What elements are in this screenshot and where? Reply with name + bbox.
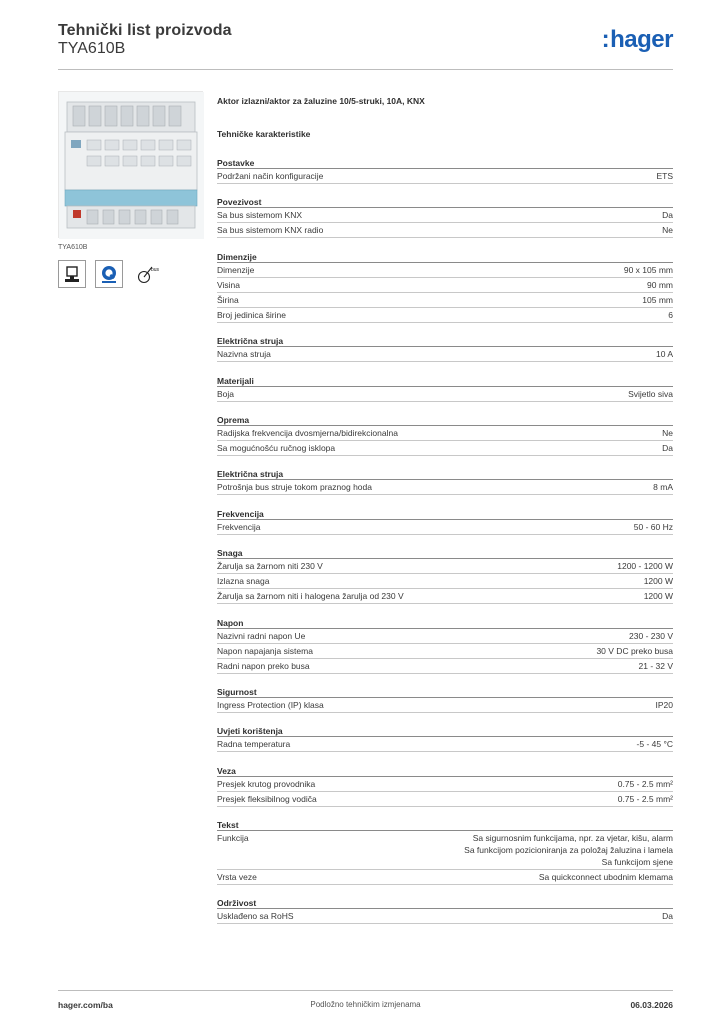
spec-value: Svijetlo siva (628, 388, 673, 399)
spec-label: Boja (217, 388, 235, 399)
spec-row (217, 278, 673, 293)
spec-row (217, 792, 673, 807)
spec-group (217, 508, 673, 535)
knx-device-icon (58, 260, 86, 288)
spec-row (217, 870, 673, 885)
product-description: Aktor izlazni/aktor za žaluzine 10/5-struki, 10A, KNX (217, 96, 425, 106)
spec-value: 1200 - 1200 W (617, 561, 673, 572)
spec-label: Funkcija (217, 833, 249, 844)
spec-row (217, 263, 673, 278)
spec-group-title: Postavke (217, 157, 673, 169)
spec-label: Vrsta veze (217, 871, 257, 882)
spec-group (217, 375, 673, 402)
website-link[interactable]: hager.com/ba (58, 1000, 113, 1010)
spec-value: 90 x 105 mm (623, 264, 673, 275)
spec-value: 50 - 60 Hz (633, 521, 673, 532)
spec-row (217, 559, 673, 574)
spec-group-title: Napon (217, 617, 673, 629)
spec-group (217, 686, 673, 713)
spec-value: 1200 W (643, 591, 673, 602)
spec-value: Da (662, 911, 673, 922)
spec-group (217, 897, 673, 924)
spec-group-title: Veza (217, 765, 673, 777)
spec-value: 230 - 230 V (629, 630, 673, 641)
spec-label: Potrošnja bus struje tokom praznog hoda (217, 482, 372, 493)
spec-group (217, 765, 673, 807)
spec-label: Presjek krutog provodnika (217, 778, 316, 789)
spec-row (217, 293, 673, 308)
spec-row (217, 441, 673, 456)
footer-note: Podložno tehničkim izmjenama (310, 1000, 421, 1009)
spec-value: 1200 W (643, 576, 673, 587)
spec-group (217, 468, 673, 495)
spec-group (217, 547, 673, 604)
spec-label: Radna temperatura (217, 739, 291, 750)
spec-group-title: Sigurnost (217, 686, 673, 698)
spec-row (217, 909, 673, 924)
spec-group-title: Tekst (217, 819, 673, 831)
image-caption: TYA610B (58, 244, 88, 251)
spec-row (217, 737, 673, 752)
spec-group (217, 414, 673, 456)
spec-value: 105 mm (642, 294, 673, 305)
document-title: Tehnički list proizvoda (58, 22, 232, 39)
spec-row (217, 629, 673, 644)
spec-row (217, 698, 673, 713)
spec-label: Širina (217, 294, 239, 305)
spec-row (217, 387, 673, 402)
spec-group (217, 725, 673, 752)
spec-row (217, 347, 673, 362)
spec-value: 30 V DC preko busa (596, 645, 673, 656)
spec-label: Nazivni radni napon Ue (217, 630, 306, 641)
knx-actuator-illustration (59, 92, 204, 239)
spec-label: Izlazna snaga (217, 576, 270, 587)
spec-label: Sa mogućnošću ručnog isklopa (217, 442, 336, 453)
spec-label: Visina (217, 279, 240, 290)
spec-label: Napon napajanja sistema (217, 645, 313, 656)
spec-group (217, 251, 673, 323)
spec-label: Radni napon preko busa (217, 660, 310, 671)
spec-group (217, 335, 673, 362)
spec-label: Ingress Protection (IP) klasa (217, 699, 324, 710)
spec-row (217, 831, 673, 870)
document-date: 06.03.2026 (630, 1000, 673, 1010)
logo-text: hager (610, 26, 673, 53)
spec-label: Presjek fleksibilnog vodiča (217, 793, 317, 804)
spec-label: Žarulja sa žarnom niti 230 V (217, 561, 323, 572)
spec-value: Ne (662, 427, 673, 438)
spec-row (217, 574, 673, 589)
spec-row (217, 308, 673, 323)
spec-row (217, 644, 673, 659)
spec-value: Da (662, 442, 673, 453)
spec-label: Dimenzije (217, 264, 255, 275)
spec-group-title: Električna struja (217, 468, 673, 480)
quicklink-q-icon (95, 260, 123, 288)
spec-value: 6 (668, 309, 673, 320)
spec-value: 0.75 - 2.5 mm² (617, 778, 673, 789)
spec-row (217, 659, 673, 674)
spec-group (217, 196, 673, 238)
spec-label: Broj jedinica širine (217, 309, 286, 320)
spec-value: 10 A (655, 349, 673, 360)
spec-group (217, 157, 673, 184)
spec-value: 21 - 32 V (638, 660, 673, 671)
spec-value: 90 mm (647, 279, 673, 290)
spec-value: 0.75 - 2.5 mm² (617, 793, 673, 804)
spec-row (217, 223, 673, 238)
spec-label: Žarulja sa žarnom niti i halogena žarulja od 230 V (217, 591, 404, 602)
spec-row (217, 480, 673, 495)
certification-icons (58, 260, 203, 288)
spec-value: IP20 (655, 699, 673, 710)
spec-groups (217, 157, 673, 924)
spec-group (217, 819, 673, 885)
spec-row (217, 520, 673, 535)
spec-label: Podržani način konfiguracije (217, 171, 324, 181)
product-image (58, 91, 203, 238)
spec-value: Sa sigurnosnim funkcijama, npr. za vjetar, kišu, alarm Sa funkcijom pozicioniranja za položaj žaluzina i lamela Sa funkcijom sjene (464, 833, 673, 868)
spec-label: Usklađeno sa RoHS (217, 911, 294, 922)
spec-label: Nazivna struja (217, 349, 271, 360)
spec-label: Sa bus sistemom KNX (217, 210, 303, 221)
page-header (58, 22, 673, 70)
spec-group-title: Frekvencija (217, 508, 673, 520)
spec-group-title: Održivost (217, 897, 673, 909)
spec-row (217, 777, 673, 792)
spec-group-title: Uvjeti korištenja (217, 725, 673, 737)
spec-group-title: Materijali (217, 375, 673, 387)
spec-value: -5 - 45 °C (636, 739, 673, 750)
spec-row (217, 589, 673, 604)
product-code: TYA610B (58, 40, 126, 57)
spec-group-title: Snaga (217, 547, 673, 559)
svg-text:bus: bus (151, 267, 160, 273)
spec-value: Ne (662, 225, 673, 236)
spec-row (217, 208, 673, 223)
spec-value: ETS (656, 171, 673, 181)
product-column (58, 91, 203, 288)
spec-group-title: Električna struja (217, 335, 673, 347)
spec-value: Da (662, 210, 673, 221)
spec-row (217, 426, 673, 441)
spec-group-title: Oprema (217, 414, 673, 426)
spec-row (217, 169, 673, 184)
page-footer (58, 990, 673, 1014)
hager-logo[interactable]: :hager (601, 26, 673, 53)
spec-label: Frekvencija (217, 521, 261, 532)
tool-free-connection-icon (132, 260, 160, 288)
spec-value: Sa quickconnect ubodnim klemama (538, 871, 673, 882)
spec-label: Sa bus sistemom KNX radio (217, 225, 324, 236)
spec-label: Radijska frekvencija dvosmjerna/bidirekcionalna (217, 427, 398, 438)
specs-heading: Tehničke karakteristike (217, 129, 311, 139)
spec-value: 8 mA (653, 482, 673, 493)
spec-group-title: Dimenzije (217, 251, 673, 263)
spec-group-title: Povezivost (217, 196, 673, 208)
specifications-column (217, 96, 673, 936)
spec-group (217, 617, 673, 674)
